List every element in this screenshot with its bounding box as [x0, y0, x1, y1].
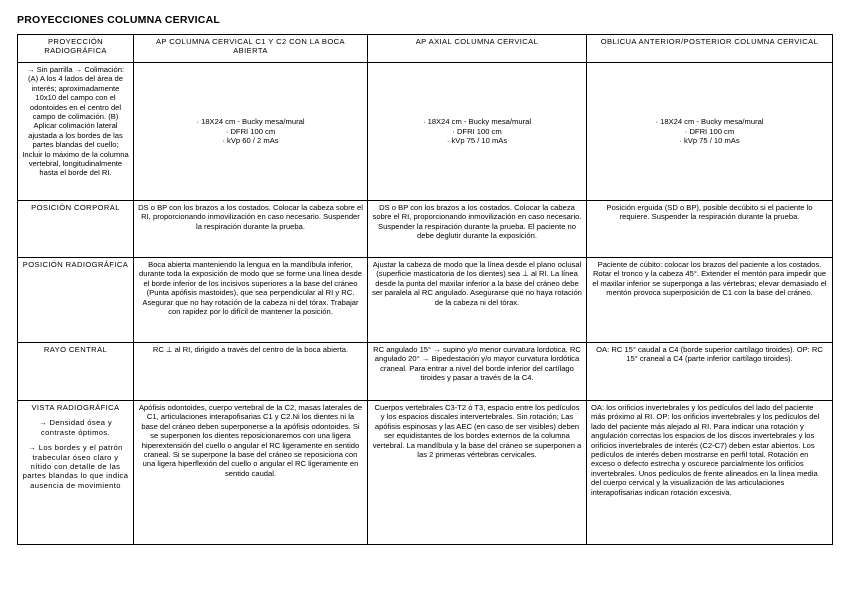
vista-label-densidad: → Densidad ósea y contraste óptimos.	[38, 418, 113, 437]
table-row-posicion-corporal	[18, 201, 833, 258]
vista-radiografica-ap-boca-abierta: Apófisis odontoides, cuerpo vertebral de la C2, masas laterales de C1, articulaciones interapofisarias C1 y C2.Ni los dientes ni la base del cráneo deben superponerse a la apófisis odontoides. Si se superponen los dientes reposicionaremos con una ligera hiperextensión del cuello o angular el RC ligeramente en sentido craneal. Si se superpone la base del cráneo se reposiciona con una ligera hiperflexión del cuello o angular el RC ligeramente en sentido caudal.	[134, 401, 368, 545]
rayo-central-ap-axial: RC angulado 15° → supino y/o menor curvatura lordotica. RC angulado 20° → Bipedestación y/o mayor curvatura lordótica craneal. Para entrar a nivel del borde inferior del cartílago tiroides y pasar a través de la C4.	[368, 343, 587, 401]
rayo-central-label: RAYO CENTRAL	[18, 343, 134, 401]
posicion-radiografica-ap-boca-abierta: Boca abierta manteniendo la lengua en la mandíbula inferior, durante toda la exposición de modo que se forme una línea desde el borde inferior de los incisivos superiores a la base del cráneo (Punta apófisis mastoides), que sea perpendicular al RI y RC. Asegurar que no hay rotación de la cabeza ni del tórax. Trabajar con rapidez por lo difícil de mantener la posición.	[134, 258, 368, 343]
factors-c2-line-2: · DFRI 100 cm	[452, 126, 502, 136]
factors-ap-boca-abierta	[134, 63, 368, 201]
posicion-corporal-oblicua: Posición erguida (SD o BP), posible decúbito si el paciente lo requiere. Suspender la respiración durante la prueba.	[587, 201, 833, 258]
posicion-corporal-ap-axial: DS o BP con los brazos a los costados. Colocar la cabeza sobre el RI, proporcionando inmovilización en caso necesario. Suspender la respiración durante la prueba. El paciente no debe deglutir durante la exposición.	[368, 201, 587, 258]
rayo-central-ap-boca-abierta: RC ⊥ al RI, dirigido a través del centro de la boca abierta.	[134, 343, 368, 401]
posicion-corporal-ap-boca-abierta: DS o BP con los brazos a los costados. Colocar la cabeza sobre el RI, proporcionando inmovilización en caso necesario. Suspender la respiración durante la prueba.	[134, 201, 368, 258]
factors-label: → Sin parrilla → Colimación: (A) A los 4 lados del área de interés; aproximadamente 10x10 del campo con el odontoides en el centro del campo de colimación. (B) Aplicar colimación lateral ajustada a los bordes de las partes blandas del cuello; Incluir lo máximo de la columna vertebral, longitudinalmente hasta el borde del RI.	[18, 63, 134, 201]
table-row-factors	[18, 63, 833, 201]
page-title: PROYECCIONES COLUMNA CERVICAL	[17, 14, 220, 26]
factors-c2-line-1: · 18X24 cm - Bucky mesa/mural	[422, 117, 532, 127]
factors-c1-line-1: · 18X24 cm - Bucky mesa/mural	[196, 117, 305, 127]
table-row-rayo-central	[18, 343, 833, 401]
factors-c3-line-3: · kVp 75 / 10 mAs	[679, 136, 740, 146]
vista-radiografica-oblicua: OA: los orificios invertebrales y los pedículos del lado del paciente más próximo al RI. OP: los orificios invertebrales y los pedículos del lado del paciente más alejado al RI. Para indicar una rotación y angulación correctas los espacios de los discos invertebrales y los orificios invertebrales de interés (C2-C7) deben estar abiertos. Los pedículos de interés deben mostrarse en perfil total. Rotación en exceso o defecto estrecha y oscurece parcialmente los orificios invertebrales. Unos pedículos de frente alineados en la línea media del cuerpo cervical y la visualización de las articulaciones interapofisarias indican rotación excesiva.	[587, 401, 833, 545]
rayo-central-oblicua: OA: RC 15° caudal a C4 (borde superior cartílago tiroides). OP: RC 15° craneal a C4 (parte inferior cartílago tiroides).	[587, 343, 833, 401]
posicion-radiografica-ap-axial: Ajustar la cabeza de modo que la línea desde el plano oclusal (superficie masticatoria de los dientes) sea ⊥ al RI. La línea desde la punta del maxilar inferior a la base del cráneo debe ser paralela al RC angulado. Asegurarse que no haya rotación de la cabeza ni del tórax.	[368, 258, 587, 343]
header-ap-axial: AP AXIAL COLUMNA CERVICAL	[368, 35, 587, 63]
factors-c3-line-2: · DFRI 100 cm	[684, 126, 735, 136]
factors-ap-axial	[368, 63, 587, 201]
factors-c3-line-1: · 18X24 cm - Bucky mesa/mural	[655, 117, 764, 127]
factors-c2-line-3: · kVp 75 / 10 mAs	[446, 136, 508, 146]
header-ap-boca-abierta: AP COLUMNA CERVICAL C1 Y C2 CON LA BOCA ABIERTA	[134, 35, 368, 63]
factors-c1-line-2: · DFRI 100 cm	[225, 126, 276, 136]
header-proyeccion: PROYECCIÓN RADIOGRÁFICA	[18, 35, 134, 63]
vista-label-bordes: → Los bordes y el patrón trabecular óseo claro y nítido con detalle de las partes blandas lo que indica ausencia de movimiento	[22, 443, 129, 490]
header-oblicua: OBLICUA ANTERIOR/POSTERIOR COLUMNA CERVICAL	[587, 35, 833, 63]
table-row-posicion-radiografica	[18, 258, 833, 343]
vista-radiografica-label	[18, 401, 134, 545]
posicion-radiografica-oblicua: Paciente de cúbito: colocar los brazos del paciente a los costados. Rotar el tronco y la cabeza 45°. Extender el mentón para impedir que el maxilar inferior se superponga a las vértebras; elevar demasiado el mentón provoca superposición de C1 con la base del cráneo.	[587, 258, 833, 343]
table-row-vista-radiografica	[18, 401, 833, 545]
vista-radiografica-ap-axial: Cuerpos vertebrales C3-T2 ó T3, espacio entre los pedículos y los espacios discales intervertebrales. Sin rotación; Las apófisis espinosas y las AEC (en caso de ser visibles) deben ser equidistantes de los bordes externos de la columna vertebral. La mandíbula y la base del cráneo se superponen a las 2 primeras vértebras cervicales.	[368, 401, 587, 545]
header-row	[18, 35, 833, 63]
vista-label-title: VISTA RADIOGRÁFICA	[31, 403, 120, 412]
posicion-corporal-label: POSICIÓN CORPORAL	[18, 201, 134, 258]
posicion-radiografica-label: POSICIÓN RADIOGRÁFICA	[18, 258, 134, 343]
projections-table	[17, 34, 833, 545]
factors-c1-line-3: · kVp 60 / 2 mAs	[222, 136, 279, 146]
factors-oblicua	[587, 63, 833, 201]
